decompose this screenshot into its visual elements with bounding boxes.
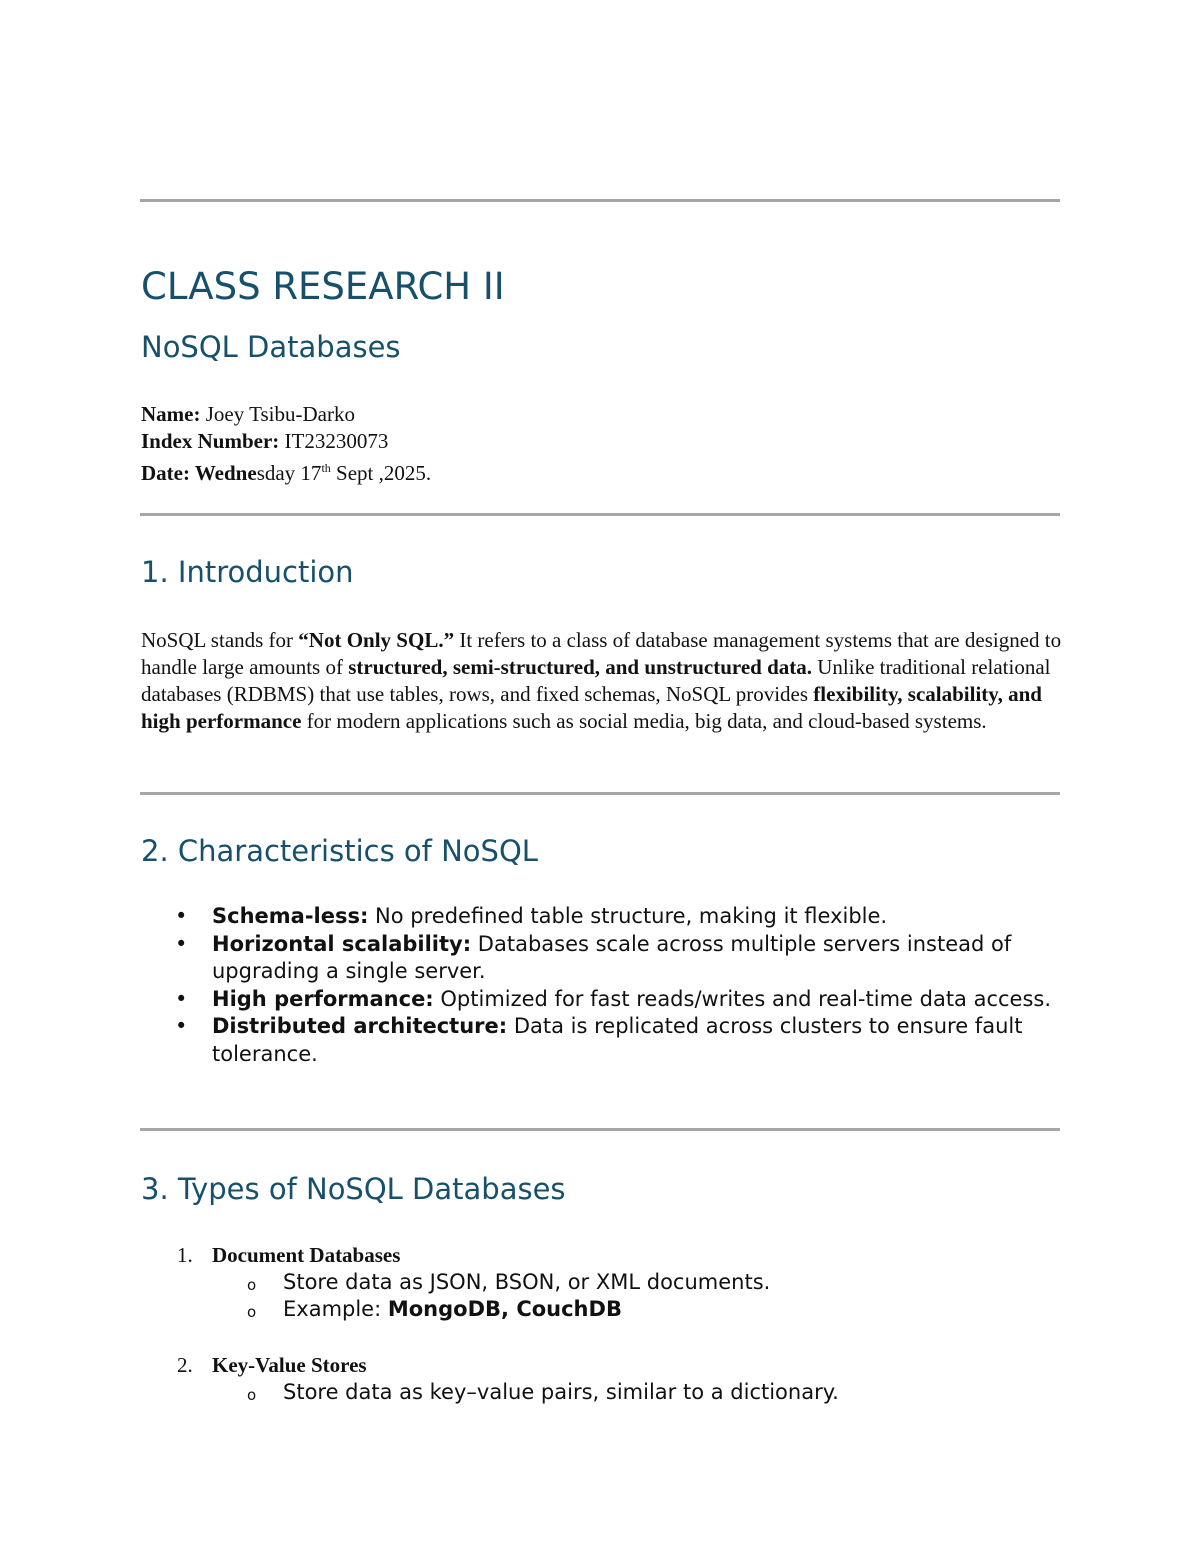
sub-item-text: Example: [283, 1297, 388, 1321]
intro-text: It refers to a class of database management systems that are designed to handle large amounts of [141, 628, 1062, 679]
intro-emphasis: “Not Only SQL.” [298, 628, 455, 652]
date-tail: Sept ,2025. [330, 461, 432, 485]
list-item [141, 1013, 1071, 1068]
document-title: CLASS RESEARCH II [141, 265, 505, 308]
horizontal-rule [140, 792, 1060, 795]
sub-item-emphasis: MongoDB, CouchDB [387, 1297, 622, 1321]
index-label: Index Number: [141, 429, 280, 453]
item-number: 2. [177, 1353, 193, 1377]
intro-text: NoSQL stands for [141, 628, 299, 652]
sub-item [141, 1269, 1071, 1296]
date-value: sday 17 [256, 461, 322, 485]
list-item [141, 931, 1071, 986]
circle-bullet-icon: o [247, 1276, 257, 1294]
bullet-icon: • [175, 904, 188, 928]
horizontal-rule [140, 199, 1060, 202]
intro-text: Unlike traditional relational databases (RDBMS) that use tables, rows, and fixed schemas, NoSQL provides [141, 655, 1051, 706]
date-label: Date: Wedne [141, 461, 257, 485]
item-label: High performance: [212, 986, 434, 1011]
sub-item-text: Store data as JSON, BSON, or XML documents. [283, 1270, 771, 1294]
type-title: Document Databases [212, 1243, 401, 1267]
name-value: Joey Tsibu-Darko [205, 402, 355, 426]
item-text: No predefined table structure, making it flexible. [368, 904, 888, 928]
sub-item [141, 1296, 1071, 1323]
item-label: Schema-less: [212, 904, 369, 928]
type-title: Key-Value Stores [212, 1353, 367, 1377]
types-list [141, 1352, 1071, 1406]
types-list [141, 1242, 1071, 1323]
list-item [141, 903, 1071, 931]
type-item-document [141, 1242, 1071, 1269]
item-label: Horizontal scalability: [212, 931, 472, 956]
bullet-icon: • [175, 931, 188, 956]
list-item [141, 986, 1071, 1014]
section-heading-characteristics: 2. Characteristics of NoSQL [141, 834, 538, 868]
circle-bullet-icon: o [247, 1303, 257, 1321]
introduction-paragraph [141, 627, 1071, 735]
intro-emphasis: structured, semi-structured, and unstructured data. [348, 655, 812, 679]
item-number: 1. [177, 1243, 193, 1267]
horizontal-rule [140, 1128, 1060, 1131]
type-item-key-value [141, 1352, 1071, 1379]
bullet-icon: • [175, 1014, 188, 1038]
horizontal-rule [140, 513, 1060, 516]
name-line [141, 401, 431, 428]
section-heading-types: 3. Types of NoSQL Databases [141, 1172, 566, 1206]
index-line [141, 428, 431, 455]
sub-item-text: Store data as key–value pairs, similar to a dictionary. [283, 1380, 839, 1404]
index-value: IT23230073 [284, 429, 389, 453]
characteristics-list [141, 903, 1071, 1068]
bullet-icon: • [175, 986, 188, 1011]
date-line [141, 455, 431, 487]
item-label: Distributed architecture: [212, 1014, 508, 1038]
item-text: Databases scale across multiple servers instead of upgrading a single server. [212, 931, 1012, 983]
document-subtitle: NoSQL Databases [141, 330, 401, 364]
intro-text: for modern applications such as social media, big data, and cloud-based systems. [301, 709, 987, 733]
circle-bullet-icon: o [247, 1386, 257, 1404]
student-info [141, 401, 431, 487]
name-label: Name: [141, 402, 201, 426]
item-text: Data is replicated across clusters to ensure fault tolerance. [212, 1014, 1023, 1066]
sub-item [141, 1379, 1071, 1406]
intro-emphasis: flexibility, scalability, and high performance [141, 682, 1042, 733]
date-ordinal: th [321, 461, 331, 475]
item-text: Optimized for fast reads/writes and real-time data access. [433, 986, 1052, 1011]
section-heading-introduction: 1. Introduction [141, 555, 354, 589]
